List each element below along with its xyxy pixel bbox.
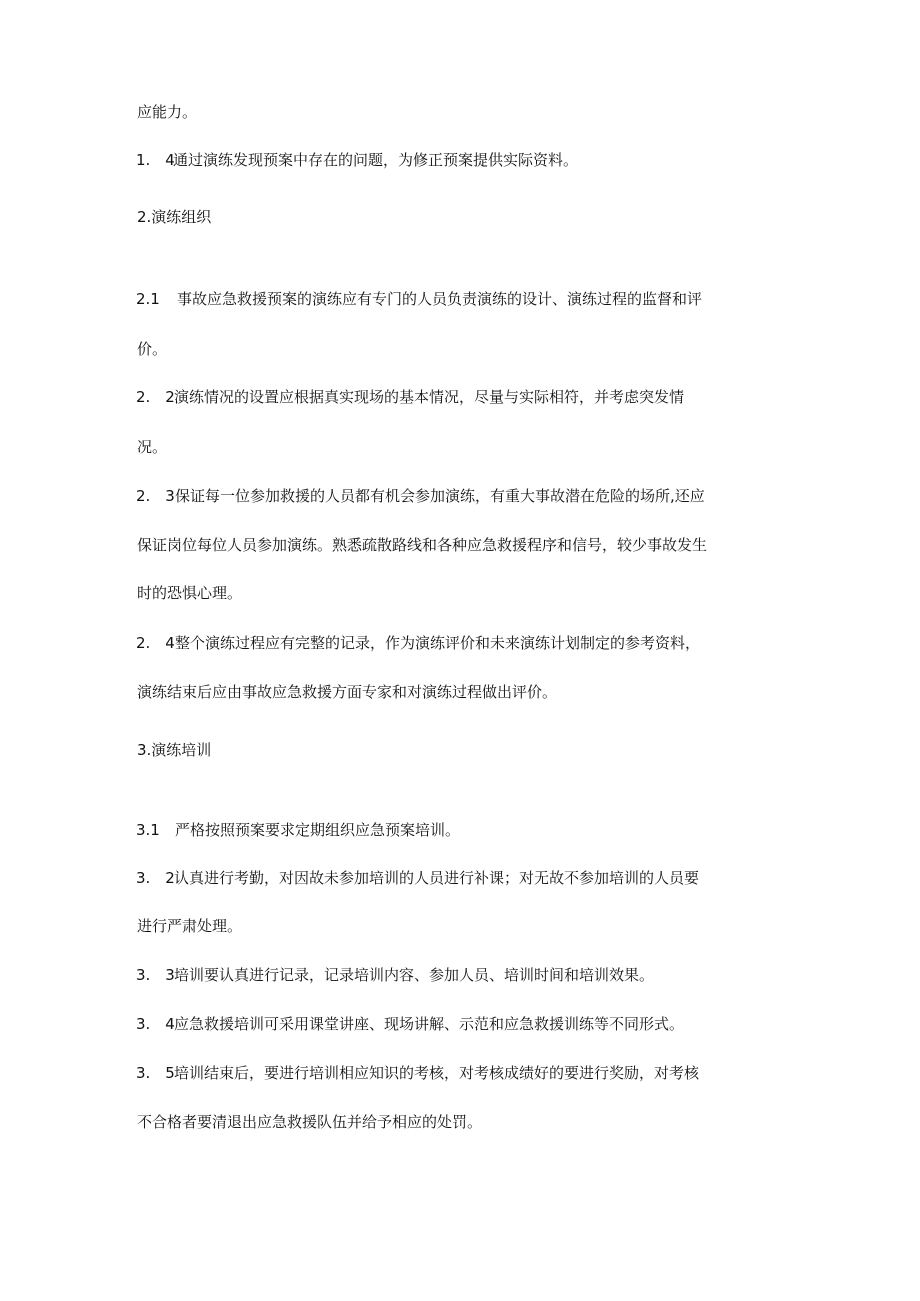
item-text: 通过演练发现预案中存在的问题，为修正预案提供实际资料。 xyxy=(173,151,579,169)
item-number: 2.1 xyxy=(136,290,160,308)
item-text: 事故应急救援预案的演练应有专门的人员负责演练的设计、演练过程的监督和评 xyxy=(177,290,703,308)
item-text: 严格按照预案要求定期组织应急预案培训。 xyxy=(175,821,461,839)
item-text: 整个演练过程应有完整的记录，作为演练评价和未来演练计划制定的参考资料， xyxy=(175,634,701,652)
item-number: 3. 2 xyxy=(136,869,175,887)
item-number: 1. 4 xyxy=(136,151,175,169)
item-text: 演练情况的设置应根据真实现场的基本情况，尽量与实际相符，并考虑突发情 xyxy=(174,388,685,406)
item-text: 培训结束后，要进行培训相应知识的考核，对考核成绩好的要进行奖励，对考核 xyxy=(174,1064,700,1082)
item-number: 2. 3 xyxy=(136,487,175,505)
item-text: 应急救援培训可采用课堂讲座、现场讲解、示范和应急救援训练等不同形式。 xyxy=(174,1015,685,1033)
item-number: 2. 4 xyxy=(136,634,175,652)
item-text: 培训要认真进行记录，记录培训内容、参加人员、培训时间和培训效果。 xyxy=(174,966,655,984)
item-number: 3. 3 xyxy=(136,966,175,984)
item-number: 2. 2 xyxy=(136,388,175,406)
item-number: 3.1 xyxy=(136,821,160,839)
item-number: 3. 4 xyxy=(136,1015,175,1033)
item-number: 3. 5 xyxy=(136,1064,175,1082)
item-text: 保证每一位参加救援的人员都有机会参加演练，有重大事故潜在危险的场所,还应 xyxy=(175,487,705,505)
item-text: 认真进行考勤，对因故未参加培训的人员进行补课；对无故不参加培训的人员要 xyxy=(174,869,700,887)
